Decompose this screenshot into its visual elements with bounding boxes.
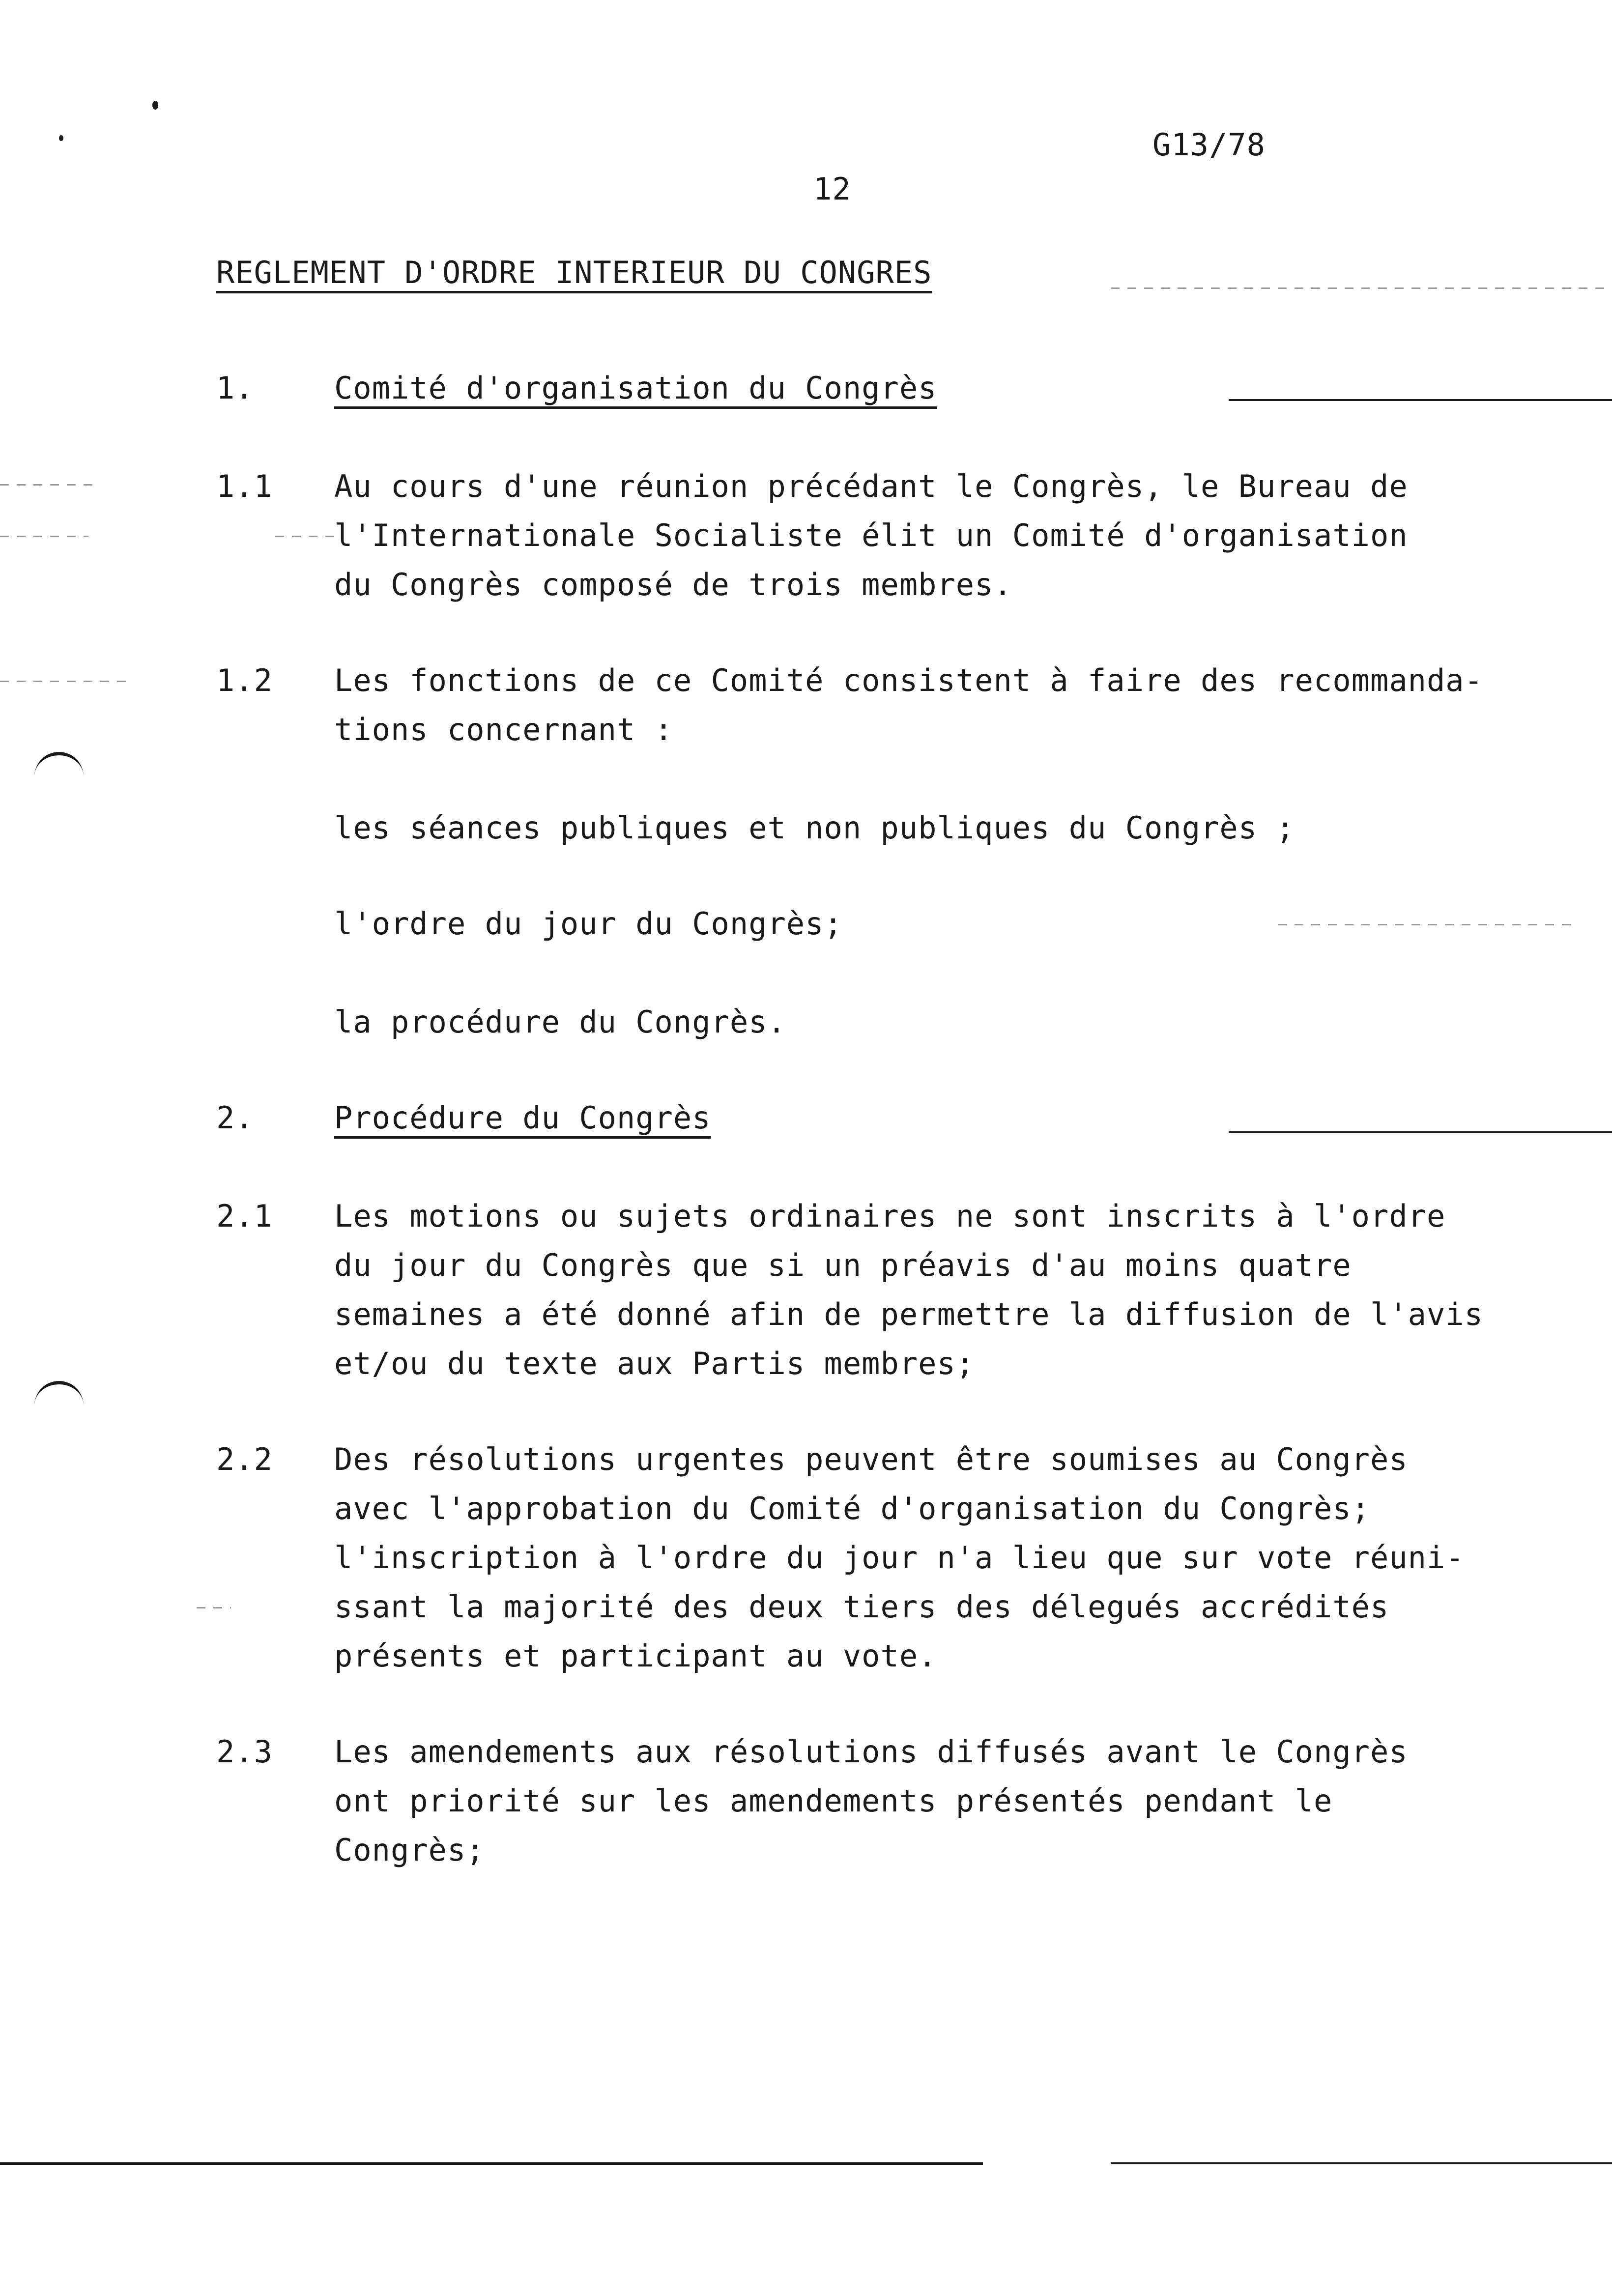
- paragraph-number: 1.1: [216, 468, 273, 504]
- paragraph-line: ont priorité sur les amendements présentés pendant le: [334, 1783, 1333, 1819]
- paragraph-line: Les amendements aux résolutions diffusés avant le Congrès: [334, 1734, 1408, 1770]
- margin-dash: [0, 536, 88, 537]
- margin-dash: [197, 1607, 231, 1608]
- punch-hole-mark: [34, 1381, 84, 1409]
- paragraph-line: Des résolutions urgentes peuvent être soumises au Congrès: [334, 1441, 1408, 1477]
- margin-dash: [0, 484, 98, 486]
- paragraph-number: 1.2: [216, 662, 273, 698]
- punch-hole-mark: [34, 752, 84, 780]
- page-number: 12: [813, 171, 851, 207]
- paragraph-number: 2.1: [216, 1198, 273, 1234]
- paragraph-line: et/ou du texte aux Partis membres;: [334, 1346, 975, 1381]
- paragraph-line: du Congrès composé de trois membres.: [334, 567, 1012, 603]
- margin-dash: [1278, 924, 1573, 925]
- scan-speck: [152, 101, 158, 110]
- heading-rule: [1229, 1131, 1612, 1133]
- title-rule-faint: [1111, 287, 1612, 289]
- paragraph-number: 2.2: [216, 1441, 273, 1477]
- footer-rule: [1111, 2162, 1612, 2164]
- margin-dash: [275, 536, 334, 537]
- scan-speck: [59, 135, 63, 141]
- section-number: 2.: [216, 1100, 254, 1136]
- paragraph-line: ssant la majorité des deux tiers des délegués accrédités: [334, 1589, 1389, 1625]
- paragraph-line: Les motions ou sujets ordinaires ne sont inscrits à l'ordre: [334, 1198, 1446, 1234]
- margin-dash: [0, 681, 128, 682]
- heading-rule: [1229, 399, 1612, 401]
- footer-rule: [0, 2162, 983, 2165]
- section-number: 1.: [216, 370, 254, 406]
- paragraph-line: l'inscription à l'ordre du jour n'a lieu que sur vote réuni-: [334, 1540, 1465, 1576]
- paragraph-line: du jour du Congrès que si un préavis d'au moins quatre: [334, 1247, 1352, 1283]
- paragraph-line: semaines a été donné afin de permettre la diffusion de l'avis: [334, 1296, 1483, 1332]
- section-heading: Comité d'organisation du Congrès: [334, 370, 937, 406]
- list-item: les séances publiques et non publiques du Congrès ;: [334, 810, 1295, 846]
- paragraph-line: l'Internationale Socialiste élit un Comité d'organisation: [334, 517, 1408, 553]
- paragraph-line: Au cours d'une réunion précédant le Congrès, le Bureau de: [334, 468, 1408, 504]
- paragraph-line: Congrès;: [334, 1832, 485, 1868]
- document-reference: G13/78: [1152, 127, 1266, 163]
- list-item: l'ordre du jour du Congrès;: [334, 906, 843, 942]
- document-title: REGLEMENT D'ORDRE INTERIEUR DU CONGRES: [216, 255, 932, 290]
- paragraph-number: 2.3: [216, 1734, 273, 1770]
- paragraph-line: avec l'approbation du Comité d'organisation du Congrès;: [334, 1491, 1370, 1526]
- paragraph-line: tions concernant :: [334, 712, 673, 747]
- section-heading: Procédure du Congrès: [334, 1100, 711, 1136]
- paragraph-line: Les fonctions de ce Comité consistent à faire des recommanda-: [334, 662, 1483, 698]
- list-item: la procédure du Congrès.: [334, 1004, 786, 1040]
- paragraph-line: présents et participant au vote.: [334, 1638, 937, 1674]
